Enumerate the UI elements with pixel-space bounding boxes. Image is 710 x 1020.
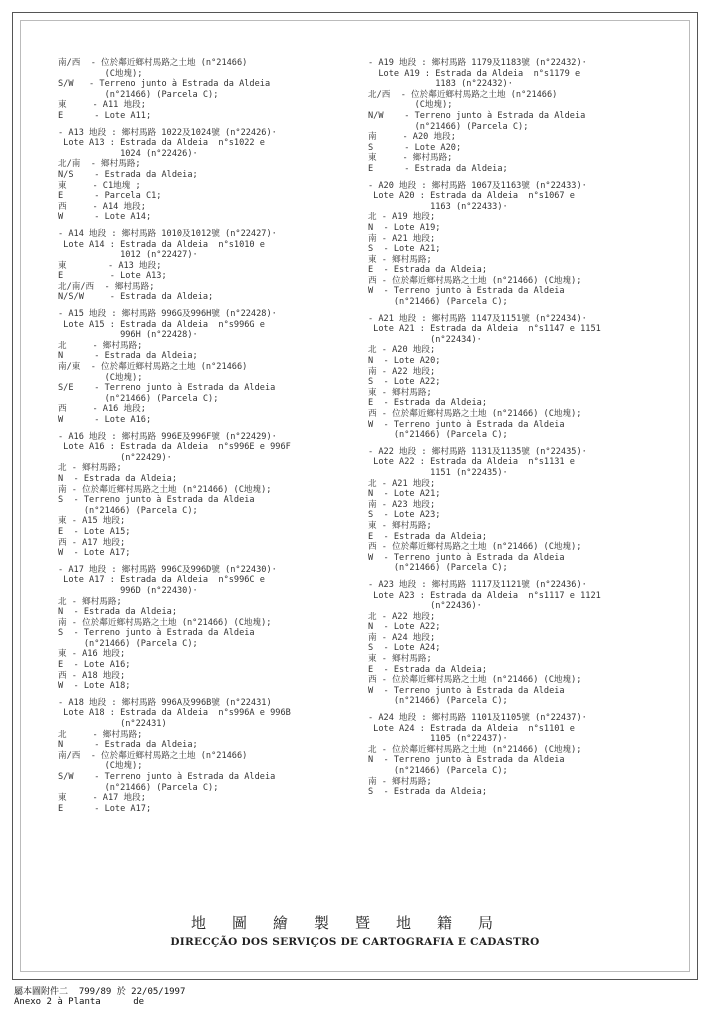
text-line: S - Terreno junto à Estrada da Aldeia — [58, 495, 255, 506]
text-line: (n°21466) (Parcela C); — [368, 121, 529, 132]
text-line: Lote A16 : Estrada da Aldeia n°s996E e 996F — [58, 442, 291, 453]
text-line: (n°21466) (Parcela C); — [368, 696, 508, 707]
text-line: S - Lote A21; — [368, 244, 441, 255]
text-line: 北 - A21 地段; — [368, 478, 436, 489]
text-line: 北 - 鄉村馬路; — [58, 463, 122, 474]
text-line: 東 - A17 地段; — [58, 793, 146, 804]
text-line: 北 - A19 地段; — [368, 212, 436, 223]
text-line: (C地塊); — [58, 761, 143, 772]
text-line: S - Lote A22; — [368, 377, 441, 388]
text-line: (n°21466) (Parcela C); — [58, 782, 219, 793]
text-line: W - Terreno junto à Estrada da Aldeia — [368, 286, 565, 297]
text-line: S/E - Terreno junto à Estrada da Aldeia — [58, 383, 276, 394]
text-line: Lote A23 : Estrada da Aldeia n°s1117 e 1121 — [368, 590, 601, 601]
text-line: S - Lote A20; — [368, 142, 462, 153]
text-line: 北 - 鄉村馬路; — [58, 340, 143, 351]
text-line: N/S - Estrada da Aldeia; — [58, 169, 198, 180]
text-line: 北 - 鄉村馬路; — [58, 596, 122, 607]
text-line: S - Lote A24; — [368, 643, 441, 654]
text-line: S - Estrada da Aldeia; — [368, 787, 487, 798]
text-line: E - Lote A11; — [58, 110, 152, 121]
text-line: 西 - 位於鄰近鄉村馬路之土地 (n°21466) (C地塊); — [368, 275, 582, 286]
text-line: W - Terreno junto à Estrada da Aldeia — [368, 552, 565, 563]
text-line: 東 - 鄉村馬路; — [368, 254, 432, 265]
text-line: S/W - Terreno junto à Estrada da Aldeia — [58, 79, 271, 90]
text-line: 北/南 - 鄉村馬路; — [58, 159, 141, 170]
text-line: 西 - 位於鄰近鄉村馬路之土地 (n°21466) (C地塊); — [368, 409, 582, 419]
text-line: - A15 地段 : 鄉村馬路 996G及996H號 (n°22428)· — [58, 309, 277, 320]
margin-note-line-2: Anexo 2 à Planta de — [14, 997, 145, 1007]
text-line: 南/西 - 位於鄰近鄉村馬路之土地 (n°21466) — [58, 58, 248, 68]
text-line: E - Lote A15; — [58, 526, 131, 537]
text-line: W - Lote A18; — [58, 681, 131, 692]
text-line: S - Terreno junto à Estrada da Aldeia — [58, 628, 255, 639]
text-line: Lote A19 : Estrada da Aldeia n°s1179 e — [368, 68, 581, 79]
text-line: N - Estrada da Aldeia; — [58, 740, 198, 751]
text-line: 東 - 鄉村馬路; — [368, 387, 432, 398]
text-line: N - Lote A21; — [368, 489, 441, 500]
footer-chinese-title: 地圖繪製暨地籍局 — [190, 914, 519, 932]
text-line: 1163 (n°22433)· — [368, 201, 508, 212]
text-line: - A18 地段 : 鄉村馬路 996A及996B號 (n°22431) — [58, 697, 272, 708]
text-line: E - Lote A17; — [58, 803, 152, 814]
text-line: 996D (n°22430)· — [58, 585, 198, 596]
text-line: N/W - Terreno junto à Estrada da Aldeia — [368, 110, 586, 121]
text-line: Lote A21 : Estrada da Aldeia n°s1147 e 1151 — [368, 324, 601, 335]
text-line: Lote A17 : Estrada da Aldeia n°s996C e — [58, 575, 265, 586]
text-line: 南/東 - 位於鄰近鄉村馬路之土地 (n°21466) — [58, 362, 248, 373]
text-line: N - Estrada da Aldeia; — [58, 607, 177, 618]
text-line: 1183 (n°22432)· — [368, 79, 513, 90]
text-line: S/W - Terreno junto à Estrada da Aldeia — [58, 772, 276, 782]
text-line: W - Lote A16; — [58, 415, 152, 425]
text-line: (n°21466) (Parcela C); — [58, 89, 219, 100]
text-line: E - Estrada da Aldeia; — [368, 531, 487, 542]
text-line: 南 - A20 地段; — [368, 132, 456, 143]
text-line: Lote A18 : Estrada da Aldeia n°s996A e 996B — [58, 708, 291, 719]
text-line: (n°21466) (Parcela C); — [368, 563, 508, 574]
text-line: 東 - 鄉村馬路; — [368, 520, 432, 531]
text-line: E - Estrada da Aldeia; — [368, 664, 487, 675]
text-line: 1012 (n°22427)· — [58, 250, 198, 261]
text-line: 東 - A16 地段; — [58, 649, 126, 660]
text-line: 北 - 位於鄰近鄉村馬路之土地 (n°21466) (C地塊); — [368, 744, 582, 755]
text-line: 東 - A13 地段; — [58, 260, 162, 271]
text-line: E - Estrada da Aldeia; — [368, 398, 487, 409]
text-line: N - Lote A19; — [368, 222, 441, 233]
text-line: - A24 地段 : 鄉村馬路 1101及1105號 (n°22437)· — [368, 713, 587, 724]
text-line: E - Estrada da Aldeia; — [368, 265, 487, 276]
text-line: (C地塊); — [58, 68, 143, 79]
text-line: W - Terreno junto à Estrada da Aldeia — [368, 685, 565, 696]
text-line: N - Estrada da Aldeia; — [58, 473, 177, 484]
text-line: - A19 地段 : 鄉村馬路 1179及1183號 (n°22432)· — [368, 58, 587, 68]
text-line: 南 - A24 地段; — [368, 632, 436, 643]
text-line: - A14 地段 : 鄉村馬路 1010及1012號 (n°22427)· — [58, 228, 277, 239]
text-line: - A17 地段 : 鄉村馬路 996C及996D號 (n°22430)· — [58, 564, 277, 575]
text-line: (C地塊); — [368, 100, 453, 111]
text-line: Lote A13 : Estrada da Aldeia n°s1022 e — [58, 138, 265, 149]
text-line: (n°22434)· — [368, 334, 482, 345]
text-line: 北 - A20 地段; — [368, 345, 436, 356]
text-line: N - Estrada da Aldeia; — [58, 351, 198, 362]
text-line: (n°22431) — [58, 719, 167, 730]
text-line: (C地塊); — [58, 372, 143, 383]
text-line: (n°22436)· — [368, 601, 482, 612]
text-line: 996H (n°22428)· — [58, 330, 198, 341]
text-line: 西 - A18 地段; — [58, 670, 126, 681]
text-line: 南/西 - 位於鄰近鄉村馬路之土地 (n°21466) — [58, 750, 248, 761]
text-line: N - Lote A20; — [368, 356, 441, 367]
text-line: 南 - A21 地段; — [368, 233, 436, 244]
text-line: 北/西 - 位於鄰近鄉村馬路之土地 (n°21466) — [368, 89, 558, 100]
text-line: (n°21466) (Parcela C); — [58, 505, 198, 516]
text-line: Lote A24 : Estrada da Aldeia n°s1101 e — [368, 723, 575, 734]
text-line: 東 - A15 地段; — [58, 516, 126, 527]
footer-portuguese-title: DIRECÇÃO DOS SERVIÇOS DE CARTOGRAFIA E CADASTRO — [170, 936, 540, 948]
text-line: (n°21466) (Parcela C); — [58, 638, 198, 649]
text-line: 1024 (n°22426)· — [58, 148, 198, 159]
text-line: 南 - 位於鄰近鄉村馬路之土地 (n°21466) (C地塊); — [58, 484, 272, 495]
text-line: 東 - C1地塊 ; — [58, 180, 141, 191]
text-line: Lote A20 : Estrada da Aldeia n°s1067 e — [368, 191, 575, 202]
text-line: N - Lote A22; — [368, 622, 441, 633]
text-line: 北/南/西 - 鄉村馬路; — [58, 281, 155, 292]
text-line: - A13 地段 : 鄉村馬路 1022及1024號 (n°22426)· — [58, 127, 277, 138]
text-line: 南 - A22 地段; — [368, 366, 436, 377]
text-line: E - Lote A13; — [58, 271, 167, 282]
text-line: 北 - 鄉村馬路; — [58, 729, 143, 740]
text-line: 東 - A11 地段; — [58, 100, 146, 111]
text-line: N - Terreno junto à Estrada da Aldeia — [368, 755, 565, 766]
text-line: N/S/W - Estrada da Aldeia; — [58, 292, 214, 303]
text-line: - A21 地段 : 鄉村馬路 1147及1151號 (n°22434)· — [368, 313, 587, 324]
text-line: 西 - A17 地段; — [58, 537, 126, 548]
text-line: - A16 地段 : 鄉村馬路 996E及996F號 (n°22429)· — [58, 431, 277, 442]
text-line: (n°21466) (Parcela C); — [368, 430, 508, 441]
text-line: - A22 地段 : 鄉村馬路 1131及1135號 (n°22435)· — [368, 446, 587, 457]
text-line: Lote A15 : Estrada da Aldeia n°s996G e — [58, 319, 265, 330]
text-line: 南 - 鄉村馬路; — [368, 776, 432, 787]
text-line: - A20 地段 : 鄉村馬路 1067及1163號 (n°22433)· — [368, 180, 587, 191]
text-line: 東 - 鄉村馬路; — [368, 153, 453, 164]
text-line: 1105 (n°22437)· — [368, 734, 508, 745]
text-line: - A23 地段 : 鄉村馬路 1117及1121號 (n°22436)· — [368, 579, 587, 590]
text-line: 南 - A23 地段; — [368, 499, 436, 510]
left-column-text — [58, 58, 343, 814]
right-column-text — [368, 58, 688, 798]
text-line: (n°22429)· — [58, 452, 172, 463]
text-line: Lote A14 : Estrada da Aldeia n°s1010 e — [58, 239, 265, 250]
text-line: 西 - 位於鄰近鄉村馬路之土地 (n°21466) (C地塊); — [368, 675, 582, 686]
margin-note-line-1: 屬本圖附件二 799/89 於 22/05/1997 — [14, 987, 186, 997]
text-line: 西 - 位於鄰近鄉村馬路之土地 (n°21466) (C地塊); — [368, 542, 582, 553]
text-line: E - Parcela C1; — [58, 191, 162, 202]
text-line: E - Lote A16; — [58, 660, 131, 671]
text-line: 東 - 鄉村馬路; — [368, 654, 432, 665]
text-line: E - Estrada da Aldeia; — [368, 163, 508, 174]
text-line: 西 - A14 地段; — [58, 201, 146, 212]
text-line: W - Lote A14; — [58, 212, 152, 223]
text-line: W - Lote A17; — [58, 548, 131, 559]
text-line: (n°21466) (Parcela C); — [368, 297, 508, 308]
text-line: W - Terreno junto à Estrada da Aldeia — [368, 419, 565, 430]
text-line: 北 - A22 地段; — [368, 611, 436, 622]
text-line: (n°21466) (Parcela C); — [368, 766, 508, 776]
text-line: Lote A22 : Estrada da Aldeia n°s1131 e — [368, 457, 575, 468]
text-line: (n°21466) (Parcela C); — [58, 393, 219, 404]
text-line: 西 - A16 地段; — [58, 404, 146, 415]
text-line: 南 - 位於鄰近鄉村馬路之土地 (n°21466) (C地塊); — [58, 617, 272, 628]
text-line: S - Lote A23; — [368, 510, 441, 521]
text-line: 1151 (n°22435)· — [368, 467, 508, 478]
